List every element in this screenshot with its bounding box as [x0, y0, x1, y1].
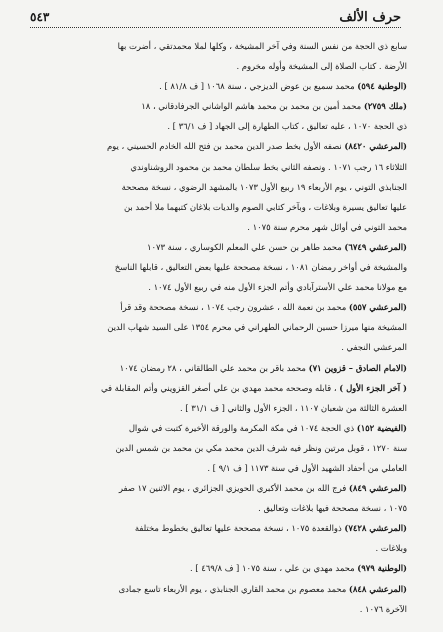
text-line: (الوطنية ٩٧٩) محمد مهدي بن علي ، سنة ١٠٧٥ [ ف ٤٦٩/٨ ] .: [189, 563, 407, 574]
document-body: [30, 36, 407, 619]
text-line: سابع ذي الحجة من نفس السنة وفي آخر المشيخة ، وكلها لملا محمدتقي ، أضرت بها: [117, 41, 407, 51]
text-line: الأرضة . كتاب الصلاة إلى المشيخة وأوله مخروم .: [236, 61, 407, 72]
source-reference: (ملك ٢٧٥٩): [363, 101, 407, 112]
text-line: (المرعشي ٨٤٢٠) نصفه الأول بخط صدر الدين محمد بن فتح الله الخادم الحسيني ، يوم: [106, 141, 407, 152]
source-reference: (المرعشي ٨٤٩): [348, 483, 407, 494]
text-line: والمشيخة في أواخر رمضان ١٠٨١ ، نسخة مصححة عليها بعض التعاليق ، قابلها الناسخ: [114, 262, 407, 273]
source-reference: ( آخر الجزء الأول ): [339, 382, 407, 393]
source-reference: (المرعشي ٥٥٧): [348, 302, 407, 313]
source-reference: (الوطنية ٩٧٩): [357, 563, 407, 574]
text-line: ( آخر الجزء الأول ) ، قابله وصححه محمد مهدي بن علي أصغر القزويني وأتم المقابلة في: [100, 382, 407, 393]
text-line: (الامام الصادق – قزوين ٧١) محمد باقر بن محمد علي الطالقاني ، ٢٨ رمضان ١٠٧٤: [119, 362, 407, 373]
page-number: ٥٤٣: [30, 10, 50, 24]
source-reference: (المرعشي ٧٤٢٨): [344, 523, 407, 534]
text-line: ١٠٧٥ ، نسخة مصححة فيها بلاغات وتعاليق .: [258, 503, 407, 514]
text-line: (الوطنية ٥٩٤) محمد سميع بن عوض الديزجي ، سنة ١٠٦٨ [ ف ٨١/٨ ] .: [159, 81, 407, 92]
text-line: (ملك ٢٧٥٩) محمد أمين بن محمد بن محمد هاشم الواشاني الجرفادقاني ، ١٨: [141, 101, 407, 112]
text-line: ذي الحجة ١٠٧٠ ، عليه تعاليق ، كتاب الطهارة إلى الجهاد [ ف ٣٦/١ ] .: [167, 121, 407, 132]
text-line: (الفيضية ١٥٢) ذي الحجة ١٠٧٤ في مكة المكرمة والورقة الأخيرة كتبت في شوال: [128, 422, 407, 433]
text-line: المرعشي النجفي .: [341, 342, 407, 353]
source-reference: (الوطنية ٥٩٤): [357, 81, 407, 92]
source-reference: (المرعشي ٨٤٨): [348, 583, 407, 594]
text-line: مع مولانا محمد علي الأسترآبادي وأتم الجزء الأول منه في ربيع الأول ١٠٧٤ .: [148, 282, 407, 293]
text-line: سنة ١٢٧٠ ، قوبل مرتين ونظر فيه شرف الدين محمد مكي بن محمد بن شمس الدين: [115, 442, 407, 453]
text-line: (المرعشي ٦٧٤٩) محمد طاهر بن حسن علي المعلم الكوساري ، سنة ١٠٧٣: [147, 241, 407, 252]
text-line: العشرة الثالثة من شعبان ١١٠٧ ، الجزء الأول والثاني [ ف ٣١/١ ] .: [179, 402, 407, 413]
source-reference: (الامام الصادق – قزوين ٧١): [308, 362, 407, 373]
text-line: (المرعشي ٥٥٧) محمد بن نعمة الله ، عشرون رجب ١٠٧٤ ، نسخة مصححة وقد قرأ: [120, 302, 407, 313]
text-line: (المرعشي ٧٤٢٨) ذوالقعدة ١٠٧٥ ، نسخة مصححة عليها تعاليق بخطوط مختلفة: [134, 523, 407, 534]
source-reference: (الفيضية ١٥٢): [356, 422, 407, 433]
text-line: الجنابذي التوني ، يوم الأربعاء ١٩ ربيع الأول ١٠٧٣ بالمشهد الرضوي ، نسخة مصححة: [121, 181, 407, 192]
running-header: [30, 10, 401, 30]
text-line: (المرعشي ٨٤٩) فرج الله بن محمد الأكبري الحويزي الجزائري ، يوم الاثنين ١٧ صفر: [118, 483, 407, 494]
source-reference: (المرعشي ٨٤٢٠): [344, 141, 407, 152]
text-line: عليها تعاليق يسيرة وبلاغات ، وبآخر كتابي الصوم والديات بلاغان كتبهما ملا أحمد بن: [123, 201, 407, 212]
text-line: محمد التوني في أوائل شهر محرم سنة ١٠٧٥ .: [247, 221, 407, 232]
text-line: المشيخة منها ميرزا حسين الرحماني الطهراني في محرم ١٣٥٤ على السيد شهاب الدين: [107, 322, 407, 333]
text-line: الآخرة ١٠٧٦ .: [359, 603, 407, 614]
text-line: الثلاثاء ١٦ رجب ١٠٧١ . ونصفه الثاني بخط سلطان محمد بن محمود الروشناوندي: [130, 161, 407, 172]
text-line: وبلاغات .: [375, 543, 407, 554]
text-line: العاملي من أحفاد الشهيد الأول في سنة ١١٧٣ [ ف ٩/١ ] .: [207, 462, 407, 473]
text-line: (المرعشي ٨٤٨) محمد معصوم بن محمد القاري الجنابذي ، يوم الأربعاء تاسع جمادى: [118, 583, 407, 594]
header-dotted-rule: [30, 27, 401, 28]
source-reference: (المرعشي ٦٧٤٩): [344, 241, 407, 252]
header-title: حرف الألف: [339, 10, 401, 25]
